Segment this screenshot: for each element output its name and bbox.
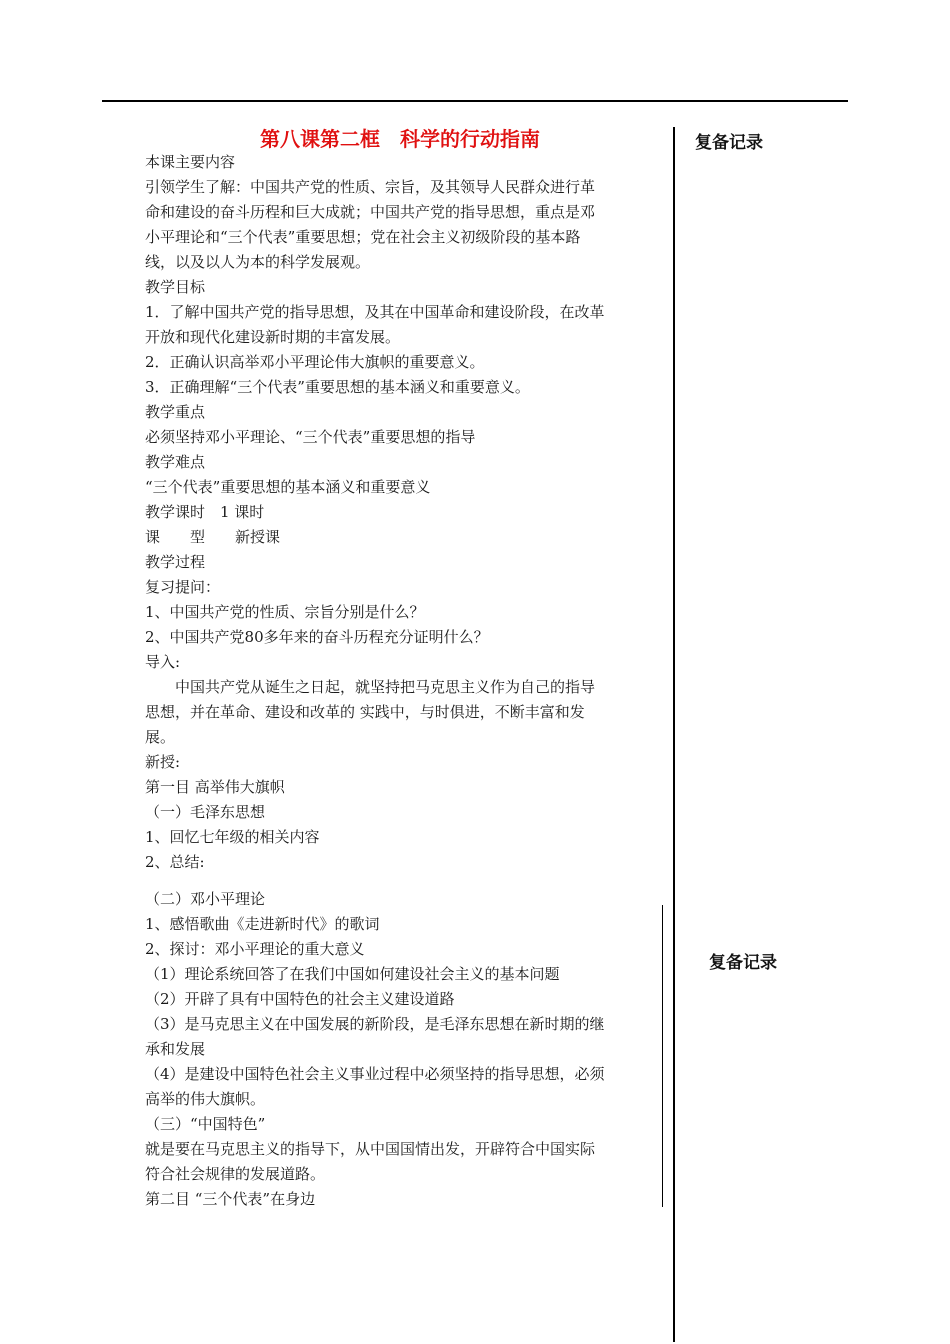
text-line: （三）“中国特色” bbox=[145, 1115, 266, 1133]
text-line: 教学目标 bbox=[145, 278, 206, 296]
text-line: （3）是马克思主义在中国发展的新阶段，是毛泽东思想在新时期的继 bbox=[145, 1015, 605, 1033]
text-line: 思想，并在革命、建设和改革的 实践中，与时俱进，不断丰富和发 bbox=[145, 703, 585, 721]
review-notes-label-top: 复备记录 bbox=[695, 133, 763, 153]
text-line: 展。 bbox=[145, 728, 176, 746]
text-line: 2、中国共产党80多年来的奋斗历程充分证明什么？ bbox=[145, 628, 489, 646]
text-line: 承和发展 bbox=[145, 1040, 206, 1058]
text-line: 课 型 新授课 bbox=[145, 528, 281, 546]
text-line: “三个代表”重要思想的基本涵义和重要意义 bbox=[145, 478, 431, 496]
text-line: 3．正确理解“三个代表”重要思想的基本涵义和重要意义。 bbox=[145, 378, 530, 396]
text-line: 教学过程 bbox=[145, 553, 206, 571]
text-line: （一）毛泽东思想 bbox=[145, 803, 266, 821]
page-title: 第八课第二框 科学的行动指南 bbox=[260, 127, 540, 151]
text-line: 1．了解中国共产党的指导思想，及其在中国革命和建设阶段，在改革 bbox=[145, 303, 605, 321]
text-line: 教学难点 bbox=[145, 453, 206, 471]
text-line: 高举的伟大旗帜。 bbox=[145, 1090, 266, 1108]
text-line: 新授: bbox=[145, 753, 181, 771]
text-line: 2、探讨：邓小平理论的重大意义 bbox=[145, 940, 365, 958]
column-divider-secondary bbox=[662, 905, 663, 1207]
text-line: （1）理论系统回答了在我们中国如何建设社会主义的基本问题 bbox=[145, 965, 560, 983]
text-line: 开放和现代化建设新时期的丰富发展。 bbox=[145, 328, 401, 346]
text-line: 复习提问： bbox=[145, 578, 221, 596]
text-line: （2）开辟了具有中国特色的社会主义建设道路 bbox=[145, 990, 455, 1008]
header-rule bbox=[102, 100, 848, 102]
text-line: 导入: bbox=[145, 653, 181, 671]
text-line: 符合社会规律的发展道路。 bbox=[145, 1165, 326, 1183]
text-line: 本课主要内容 bbox=[145, 153, 236, 171]
text-line: 教学课时 1 课时 bbox=[145, 503, 265, 521]
text-line: 教学重点 bbox=[145, 403, 206, 421]
text-line: 必须坚持邓小平理论、“三个代表”重要思想的指导 bbox=[145, 428, 476, 446]
text-line: 命和建设的奋斗历程和巨大成就；中国共产党的指导思想，重点是邓 bbox=[145, 203, 596, 221]
lesson-body bbox=[145, 150, 660, 1212]
text-line: 第一目 高举伟大旗帜 bbox=[145, 778, 285, 796]
column-divider bbox=[673, 127, 675, 1342]
text-line: 就是要在马克思主义的指导下，从中国国情出发，开辟符合中国实际 bbox=[145, 1140, 596, 1158]
text-line: 第二目 “三个代表”在身边 bbox=[145, 1190, 316, 1208]
text-line: 小平理论和“三个代表”重要思想；党在社会主义初级阶段的基本路 bbox=[145, 228, 581, 246]
text-line: 2．正确认识高举邓小平理论伟大旗帜的重要意义。 bbox=[145, 353, 485, 371]
text-line: 1、感悟歌曲《走进新时代》的歌词 bbox=[145, 915, 380, 933]
text-line: 引领学生了解：中国共产党的性质、宗旨，及其领导人民群众进行革 bbox=[145, 178, 596, 196]
text-line: 2、总结: bbox=[145, 853, 205, 871]
text-line: 1、中国共产党的性质、宗旨分别是什么？ bbox=[145, 603, 425, 621]
review-notes-label-bottom: 复备记录 bbox=[709, 953, 777, 973]
text-line: 中国共产党从诞生之日起，就坚持把马克思主义作为自己的指导 bbox=[145, 678, 596, 696]
text-line: 1、回忆七年级的相关内容 bbox=[145, 828, 320, 846]
text-line: （二）邓小平理论 bbox=[145, 890, 266, 908]
spacer bbox=[145, 875, 660, 887]
text-line: 线，以及以人为本的科学发展观。 bbox=[145, 253, 371, 271]
text-line: （4）是建设中国特色社会主义事业过程中必须坚持的指导思想，必须 bbox=[145, 1065, 605, 1083]
